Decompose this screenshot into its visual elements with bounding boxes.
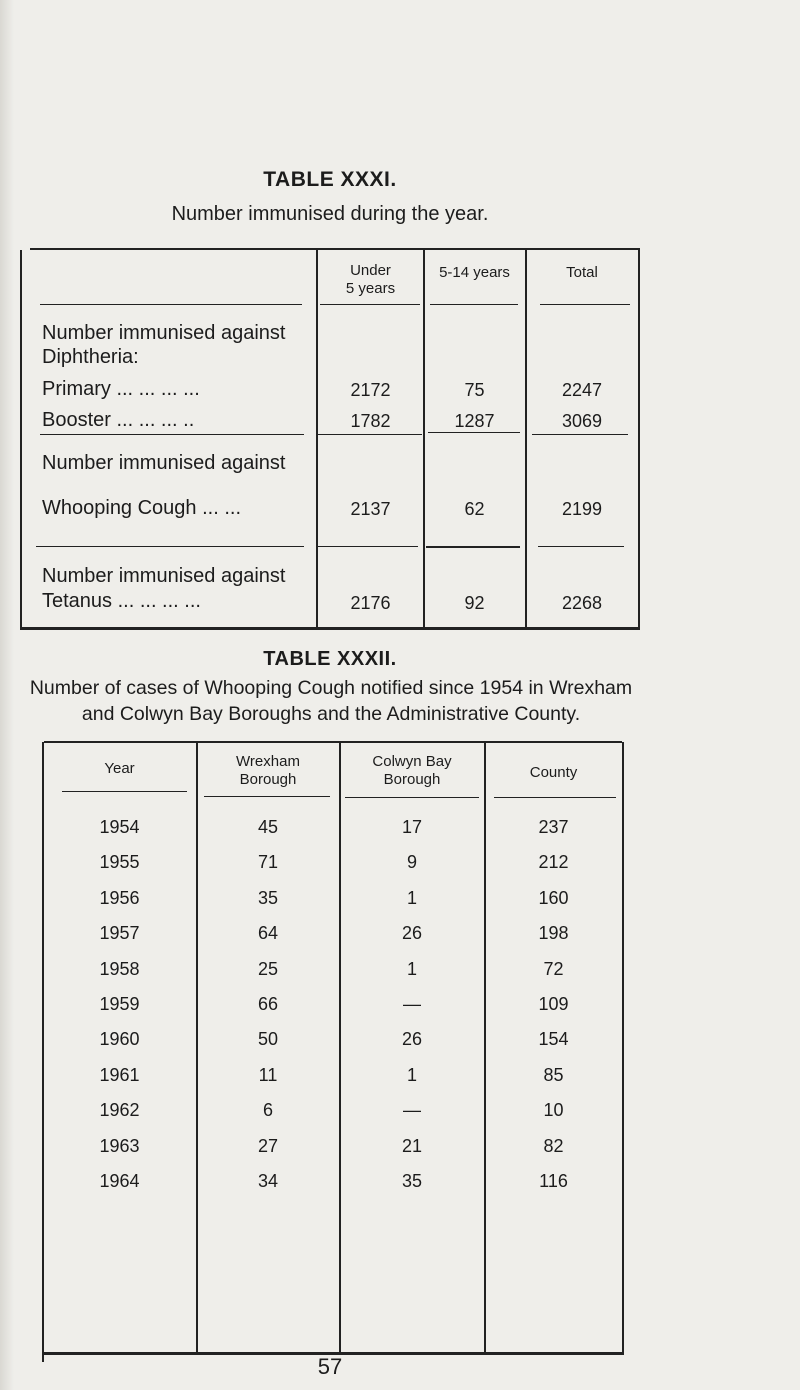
table1-subtitle: Number immunised during the year. <box>171 203 489 225</box>
cell-year: 1958 <box>99 959 140 979</box>
cell-colwyn: 1 <box>406 959 417 979</box>
cell-year: 1964 <box>99 1171 140 1191</box>
cell-county: 10 <box>543 1100 564 1120</box>
row-label: Booster ... ... ... .. <box>42 409 195 431</box>
cell-wrexham: 27 <box>257 1136 279 1156</box>
cell-colwyn: 26 <box>401 1029 423 1049</box>
header-5-14: 5-14 years <box>439 264 510 281</box>
cell-under5: 2137 <box>350 499 391 519</box>
header-county: County <box>529 764 578 781</box>
cell-county: 160 <box>538 888 569 908</box>
cell-year: 1956 <box>99 888 140 908</box>
cell-wrexham: 25 <box>257 959 279 979</box>
cell-wrexham: 64 <box>257 923 279 943</box>
cell-wrexham: 35 <box>257 888 279 908</box>
cell-wrexham: 66 <box>257 994 279 1014</box>
cell-year: 1962 <box>99 1100 140 1120</box>
cell-county: 82 <box>543 1136 564 1156</box>
header-total: Total <box>566 264 598 281</box>
cell-year: 1955 <box>99 852 140 872</box>
cell-colwyn: 17 <box>401 817 423 837</box>
cell-colwyn: — <box>403 994 421 1014</box>
cell-county: 212 <box>538 852 569 872</box>
cell-wrexham: 45 <box>257 817 279 837</box>
cell-5-14: 92 <box>464 593 485 613</box>
cell-county: 85 <box>543 1065 564 1085</box>
cell-colwyn: 1 <box>406 1065 417 1085</box>
cell-wrexham: 11 <box>258 1065 278 1085</box>
cell-county: 109 <box>538 994 569 1014</box>
table2-title: TABLE XXXII. <box>263 648 397 670</box>
cell-under5: 2176 <box>350 593 391 613</box>
cell-colwyn: 35 <box>401 1171 423 1191</box>
cell-year: 1959 <box>99 994 140 1014</box>
cell-5-14: 75 <box>464 380 485 400</box>
cell-year: 1954 <box>99 817 140 837</box>
cell-county: 116 <box>539 1171 568 1191</box>
cell-5-14: 1287 <box>454 411 495 431</box>
cell-county: 198 <box>538 923 569 943</box>
cell-county: 72 <box>543 959 564 979</box>
cell-wrexham: 71 <box>257 852 279 872</box>
header-year: Year <box>104 760 135 777</box>
cell-total: 2247 <box>561 380 603 400</box>
cell-colwyn: 21 <box>401 1136 423 1156</box>
cell-county: 154 <box>538 1029 569 1049</box>
cell-total: 2268 <box>561 593 603 613</box>
cell-wrexham: 6 <box>262 1100 273 1120</box>
cell-total: 2199 <box>561 499 603 519</box>
cell-year: 1960 <box>99 1029 140 1049</box>
group-heading: Number immunised against <box>42 322 286 344</box>
cell-wrexham: 50 <box>257 1029 279 1049</box>
header-colwyn-bay: Colwyn Bay Borough <box>372 753 452 788</box>
cell-5-14: 62 <box>464 499 485 519</box>
cell-colwyn: 9 <box>406 852 417 872</box>
cell-year: 1957 <box>99 923 140 943</box>
cell-colwyn: 26 <box>401 923 423 943</box>
group-heading-2: Diphtheria: <box>42 346 139 368</box>
page-number: 57 <box>317 1354 343 1379</box>
cell-wrexham: 34 <box>257 1171 279 1191</box>
table1-title: TABLE XXXI. <box>263 168 397 191</box>
cell-year: 1961 <box>99 1065 140 1085</box>
group-heading: Number immunised against <box>42 565 286 587</box>
row-label: Tetanus ... ... ... ... <box>42 590 201 612</box>
cell-under5: 2172 <box>350 380 391 400</box>
header-wrexham: Wrexham Borough <box>236 753 300 788</box>
cell-county: 237 <box>538 817 569 837</box>
cell-year: 1963 <box>99 1136 140 1156</box>
header-under-5: Under 5 years <box>345 262 396 297</box>
row-label: Whooping Cough ... ... <box>42 497 242 519</box>
cell-colwyn: 1 <box>406 888 417 908</box>
cell-under5: 1782 <box>350 411 391 431</box>
cell-colwyn: — <box>403 1100 421 1120</box>
cell-total: 3069 <box>561 411 603 431</box>
group-heading: Number immunised against <box>42 452 286 474</box>
table2-caption: Number of cases of Whooping Cough notified since 1954 in Wrexham and Colwyn Bay Boroughs and the Administrative County. <box>29 677 633 725</box>
row-label: Primary ... ... ... ... <box>42 378 200 400</box>
